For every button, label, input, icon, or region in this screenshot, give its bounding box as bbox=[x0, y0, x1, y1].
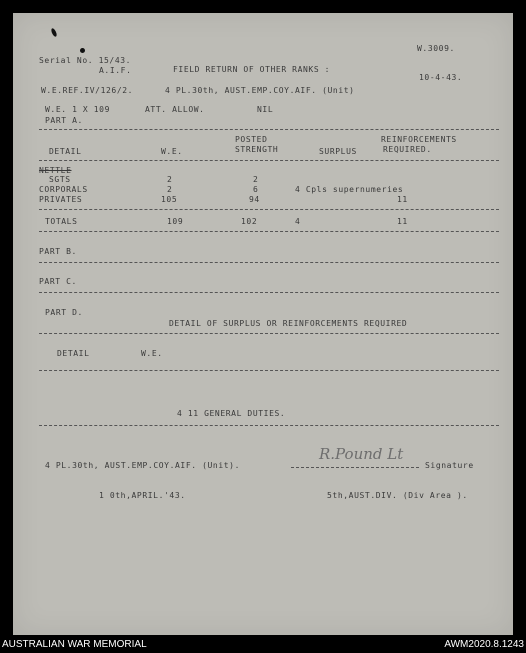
totals-reinf: 11 bbox=[397, 217, 408, 226]
divider bbox=[39, 129, 499, 130]
unit-line: 4 PL.30th, AUST.EMP.COY.AIF. (Unit) bbox=[165, 86, 355, 95]
divider bbox=[39, 209, 499, 210]
col-header-we: W.E. bbox=[161, 147, 183, 156]
document-page bbox=[13, 13, 513, 635]
table-cell-posted: 6 bbox=[253, 185, 259, 194]
table-row-detail: CORPORALS bbox=[39, 185, 88, 194]
general-duties: 4 11 GENERAL DUTIES. bbox=[177, 409, 286, 418]
table-cell-reinf: 11 bbox=[397, 195, 408, 204]
caption-bar bbox=[0, 635, 526, 653]
caption-institution: AUSTRALIAN WAR MEMORIAL bbox=[2, 639, 147, 650]
divider bbox=[39, 262, 499, 263]
pin-mark bbox=[50, 28, 57, 38]
totals-we: 109 bbox=[167, 217, 184, 226]
table-row-detail: SGTS bbox=[49, 175, 71, 184]
totals-posted: 102 bbox=[241, 217, 258, 226]
totals-surplus: 4 bbox=[295, 217, 301, 226]
pin-mark bbox=[80, 48, 85, 53]
signature-label: Signature bbox=[425, 461, 474, 470]
doc-number: W.3009. bbox=[417, 44, 455, 53]
col-header-surplus: SURPLUS bbox=[319, 147, 357, 156]
table-cell-posted: 2 bbox=[253, 175, 259, 184]
table-cell-we: 2 bbox=[167, 175, 173, 184]
signoff-date: 1 0th,APRIL.'43. bbox=[99, 491, 186, 500]
table-row-detail: PRIVATES bbox=[39, 195, 83, 204]
signature-line bbox=[291, 467, 419, 468]
return-date: 10-4-43. bbox=[419, 73, 463, 82]
col-header-posted: POSTED bbox=[235, 135, 268, 144]
divider bbox=[39, 160, 499, 161]
we-label: W.E. bbox=[141, 349, 163, 358]
we-ref: W.E.REF.IV/126/2. bbox=[41, 86, 134, 95]
part-a-label: PART A. bbox=[45, 116, 83, 125]
form-title: FIELD RETURN OF OTHER RANKS : bbox=[173, 65, 331, 74]
col-header-detail: DETAIL bbox=[49, 147, 82, 156]
divider bbox=[39, 231, 499, 232]
part-c-label: PART C. bbox=[39, 277, 77, 286]
part-b-label: PART B. bbox=[39, 247, 77, 256]
part-d-label: PART D. bbox=[45, 308, 83, 317]
divider bbox=[39, 292, 499, 293]
col-header-strength: STRENGTH bbox=[235, 145, 279, 154]
detail-label: DETAIL bbox=[57, 349, 90, 358]
table-cell-surplus: 4 Cpls supernumeries bbox=[295, 185, 404, 194]
unit-signoff: 4 PL.30th, AUST.EMP.COY.AIF. (Unit). bbox=[45, 461, 240, 470]
handwritten-signature: R.Pound Lt bbox=[319, 445, 404, 463]
part-d-title: DETAIL OF SURPLUS OR REINFORCEMENTS REQUIRED bbox=[169, 319, 408, 328]
divider bbox=[39, 425, 499, 426]
totals-label: TOTALS bbox=[45, 217, 78, 226]
table-cell-we: 2 bbox=[167, 185, 173, 194]
we-line: W.E. 1 X 109 bbox=[45, 105, 110, 114]
division-area: 5th,AUST.DIV. (Div Area ). bbox=[327, 491, 468, 500]
col-header-reinforcements: REINFORCEMENTS bbox=[381, 135, 457, 144]
table-cell-we: 105 bbox=[161, 195, 178, 204]
col-header-required: REQUIRED. bbox=[383, 145, 432, 154]
table-cell-posted: 94 bbox=[249, 195, 260, 204]
caption-accession: AWM2020.8.1243 bbox=[444, 639, 524, 650]
att-allow-label: ATT. ALLOW. bbox=[145, 105, 205, 114]
att-allow-value: NIL bbox=[257, 105, 274, 114]
divider bbox=[39, 333, 499, 334]
table-row-detail: NETTLE bbox=[39, 166, 72, 175]
aif-label: A.I.F. bbox=[99, 66, 132, 75]
divider bbox=[39, 370, 499, 371]
serial-no: Serial No. 15/43. bbox=[39, 56, 132, 65]
